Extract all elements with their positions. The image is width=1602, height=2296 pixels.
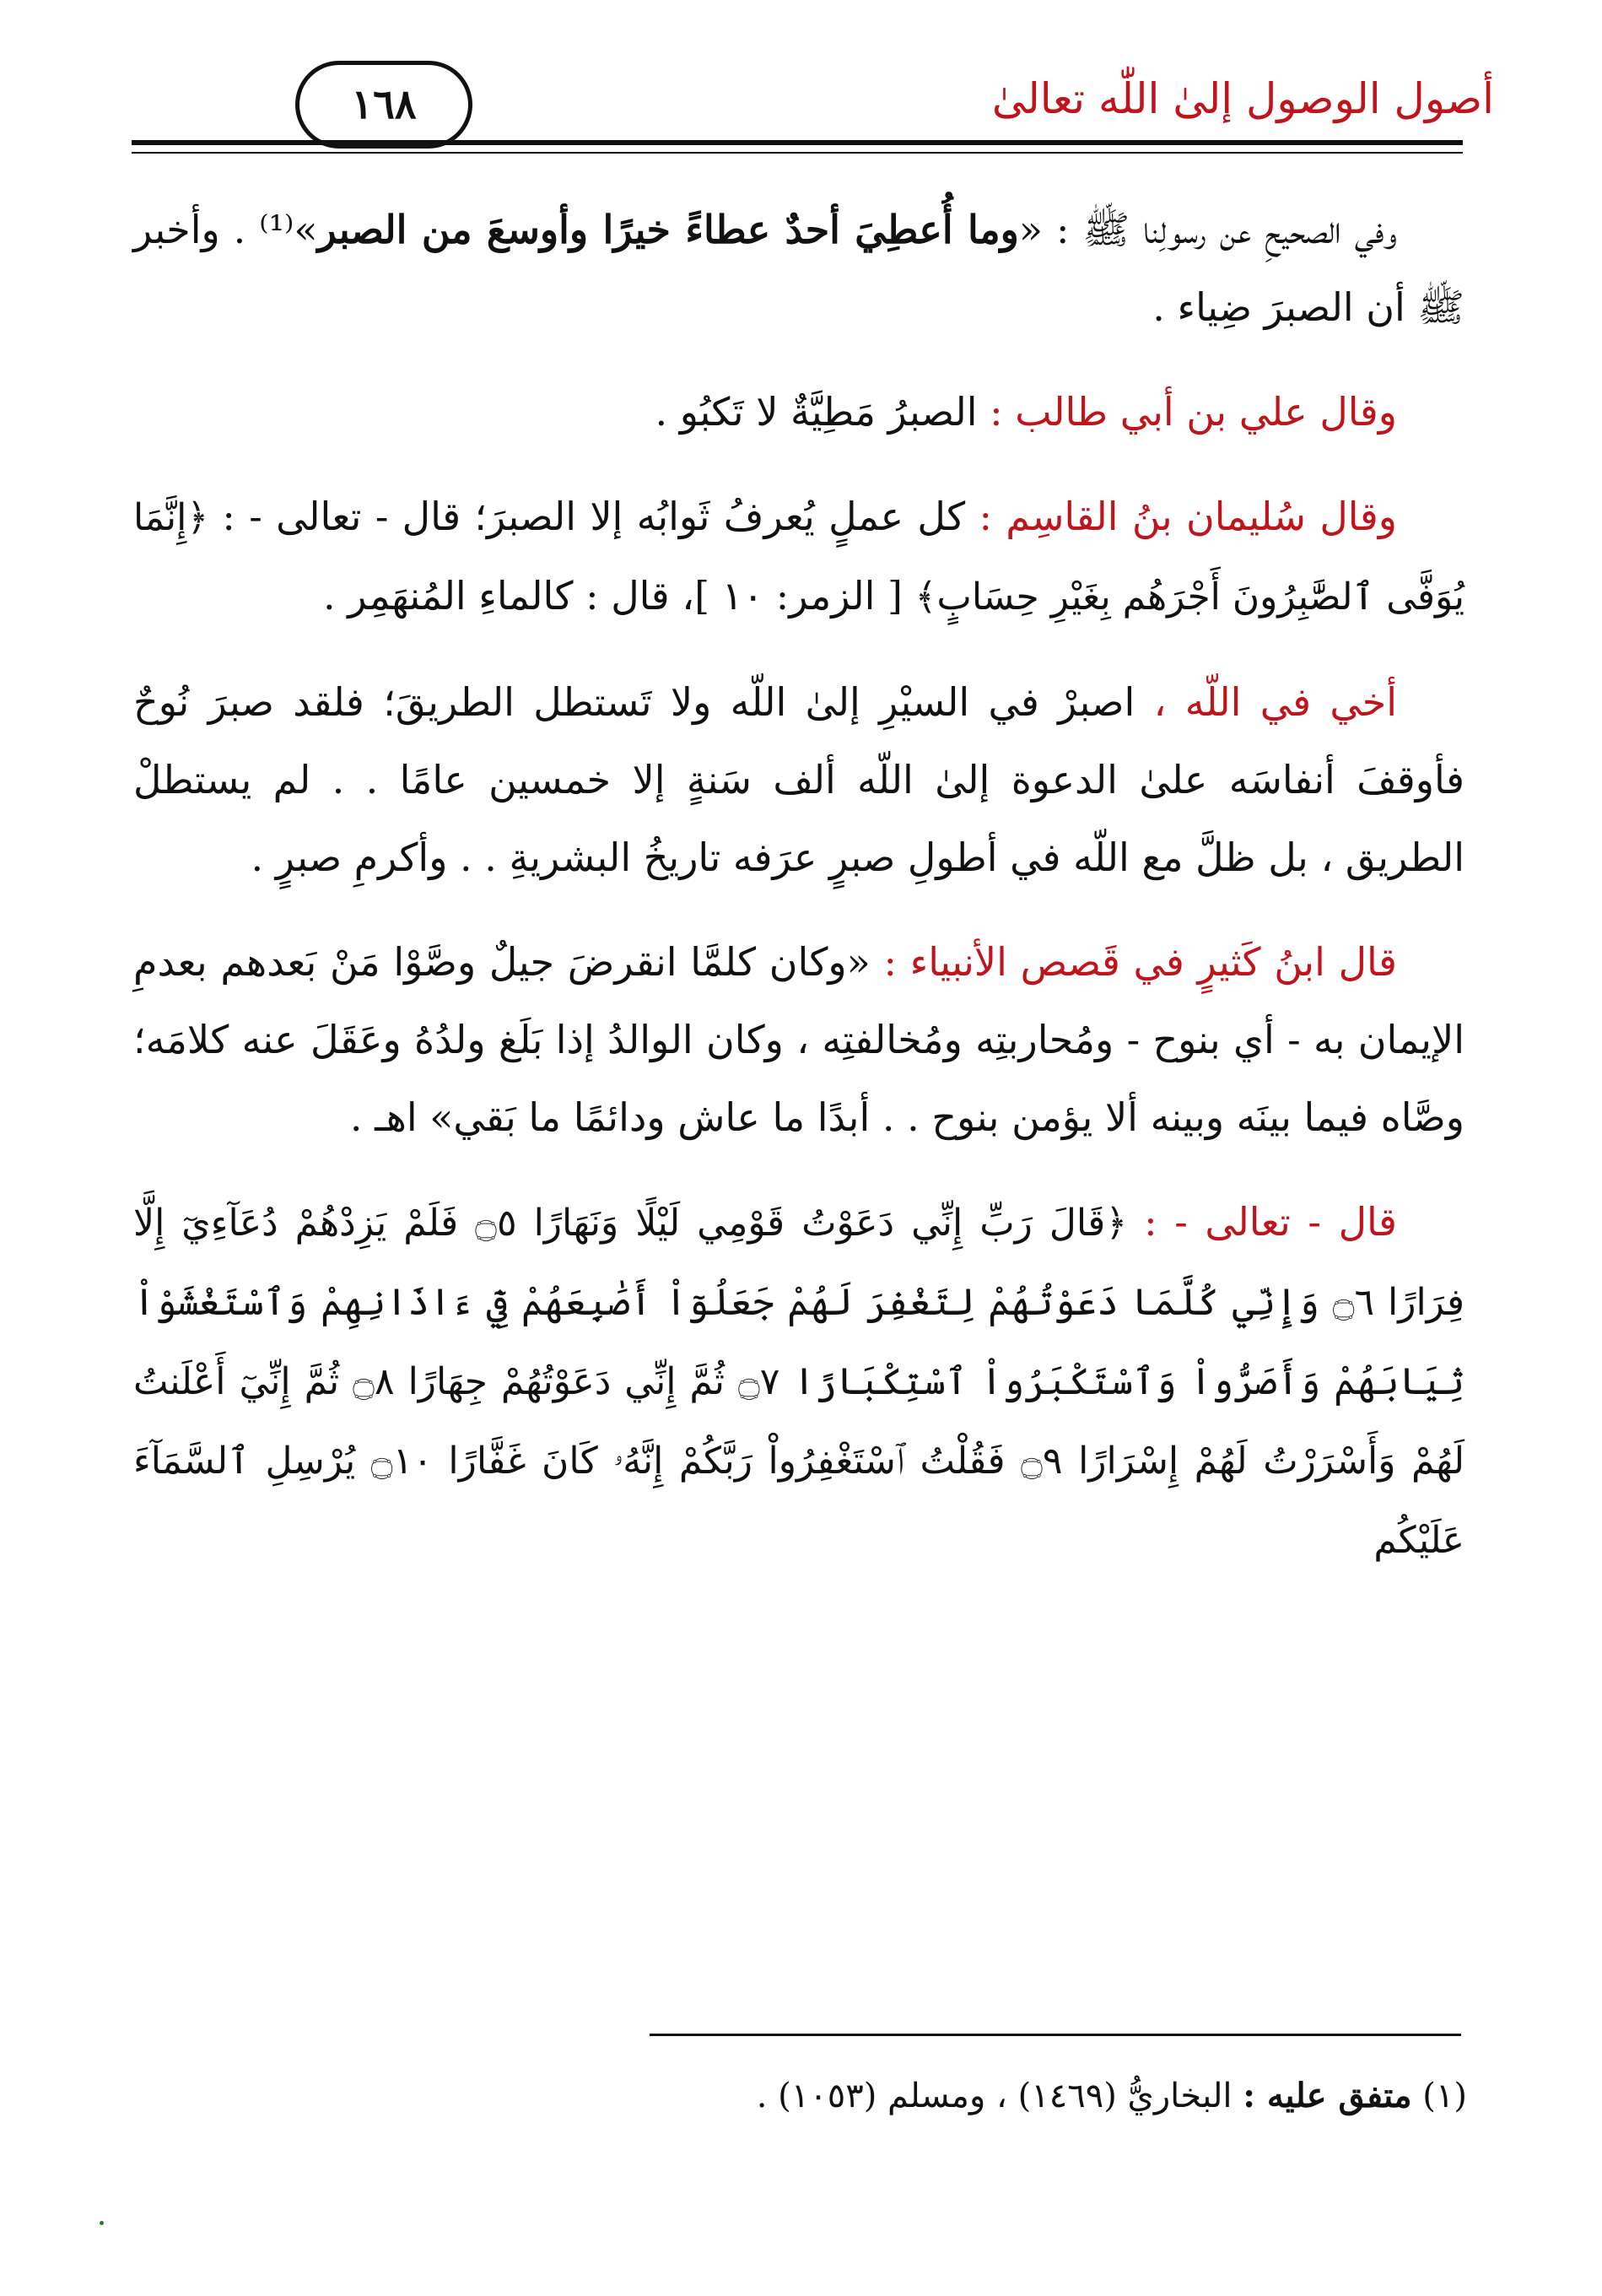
hadith-intro: وفي الصحيحِ عن رسولِنا ﷺ : « (1018, 207, 1398, 252)
paragraph-lead: قال - تعالى - : (1144, 1199, 1397, 1245)
paragraph-lead: قال ابنُ كَثيرٍ في قَصص الأنبياء : (883, 939, 1397, 985)
hadith-outro: »⁽¹⁾ . وأخبر ﷺ أن الصبرَ ضِياء . (133, 207, 1464, 330)
header-rule-thick (132, 140, 1463, 145)
running-title: أصول الوصول إلىٰ اللّٰه تعالىٰ (991, 74, 1494, 123)
page-number-text: ١٦٨ (351, 81, 417, 128)
footnote-marker: (١) (1422, 2077, 1467, 2115)
paragraph-lead: وقال علي بن أبي طالب : (990, 389, 1397, 435)
stray-mark (100, 2221, 104, 2225)
paragraph-hadith (133, 191, 1464, 346)
paragraph-text: كل عملٍ يُعرفُ ثَوابُه إلا الصبرَ؛ قال - تعالى - : (208, 494, 979, 539)
paragraph-text: «وكان كلمَّا انقرضَ جيلٌ وصَّوْا مَنْ بَعدهم بعدمِ الإيمان به - أي بنوح - ومُحاربتِه ومُخالفتِه ، وكان الوالدُ إذا بَلَغ ولدُهُ وعَقَلَ عنه كلامَه؛ وصَّاه فيما بينَه وبينه ألا يؤمن بنوح . . أبدًا ما عاش ودائمًا ما بَقي» اهـ . (133, 939, 1464, 1140)
quran-verse: ﴿إِنَّمَا يُوَفَّى ٱلصَّٰبِرُونَ أَجْرَهُم بِغَيْرِ حِسَابٍ﴾ (133, 496, 1464, 619)
paragraph-text: اصبرْ في السيْرِ إلىٰ اللّه ولا تَستطل الطريقَ؛ فلقد صبرَ نُوحٌ فأوقفَ أنفاسَه علىٰ الدعوة إلىٰ اللّه ألف سَنةٍ إلا خمسين عامًا . . لم يستطلْ الطريق ، بل ظلَّ مع اللّه في أطولِ صبرٍ عرَفه تاريخُ البشريةِ . . وأكرمِ صبرٍ . (133, 679, 1464, 880)
paragraph-tail: ، قال : كالماءِ المُنهَمِر . (322, 573, 695, 619)
quran-passage: ﴿قَالَ رَبِّ إِنِّي دَعَوْتُ قَوْمِي لَيْلًا وَنَهَارًا ۝٥ فَلَمْ يَزِدْهُمْ دُعَآءِيٓ إِلَّا فِرَارًا ۝٦ وَإِنِّي كُلَّمَا دَعَوْتُهُمْ لِتَغْفِرَ لَهُمْ جَعَلُوٓاْ أَصَٰبِعَهُمْ فِيٓ ءَاذَانِهِمْ وَٱسْتَغْشَوْاْ ثِيَابَهُمْ وَأَصَرُّواْ وَٱسْتَكْبَرُواْ ٱسْتِكْبَارًا ۝٧ ثُمَّ إِنِّي دَعَوْتُهُمْ جِهَارًا ۝٨ ثُمَّ إِنِّيٓ أَعْلَنتُ لَهُمْ وَأَسْرَرْتُ لَهُمْ إِسْرَارًا ۝٩ فَقُلْتُ ٱسْتَغْفِرُواْ رَبَّكُمْ إِنَّهُۥ كَانَ غَفَّارًا ۝١٠ يُرْسِلِ ٱلسَّمَآءَ عَلَيْكُم (133, 1202, 1464, 1562)
header-rule-thin (132, 152, 1463, 154)
footnote-text: البخاريُّ (١٤٦٩) ، ومسلم (١٠٥٣) . (756, 2077, 1243, 2115)
paragraph-ibn-kathir (133, 923, 1464, 1156)
footnote (151, 2066, 1467, 2126)
paragraph-quran-nuh (133, 1183, 1464, 1580)
body-text (133, 191, 1464, 1607)
paragraph-lead: وقال سُليمان بنُ القاسِم : (979, 494, 1397, 539)
verse-reference: [ الزمر: ١٠ ] (694, 573, 915, 619)
paragraph-ali (133, 373, 1464, 451)
footnote-rule (650, 2034, 1461, 2036)
footnote-label: متفق عليه : (1243, 2076, 1412, 2115)
paragraph-sulayman (133, 478, 1464, 636)
paragraph-lead: أخي في اللّه ، (1153, 679, 1397, 725)
hadith-text: وما أُعطِيَ أحدٌ عطاءً خيرًا وأوسعَ من الصبر (317, 207, 1019, 252)
page-number (295, 61, 472, 149)
paragraph-brother (133, 663, 1464, 896)
paragraph-text: الصبرُ مَطِيَّةٌ لا تَكبُو . (655, 389, 990, 435)
